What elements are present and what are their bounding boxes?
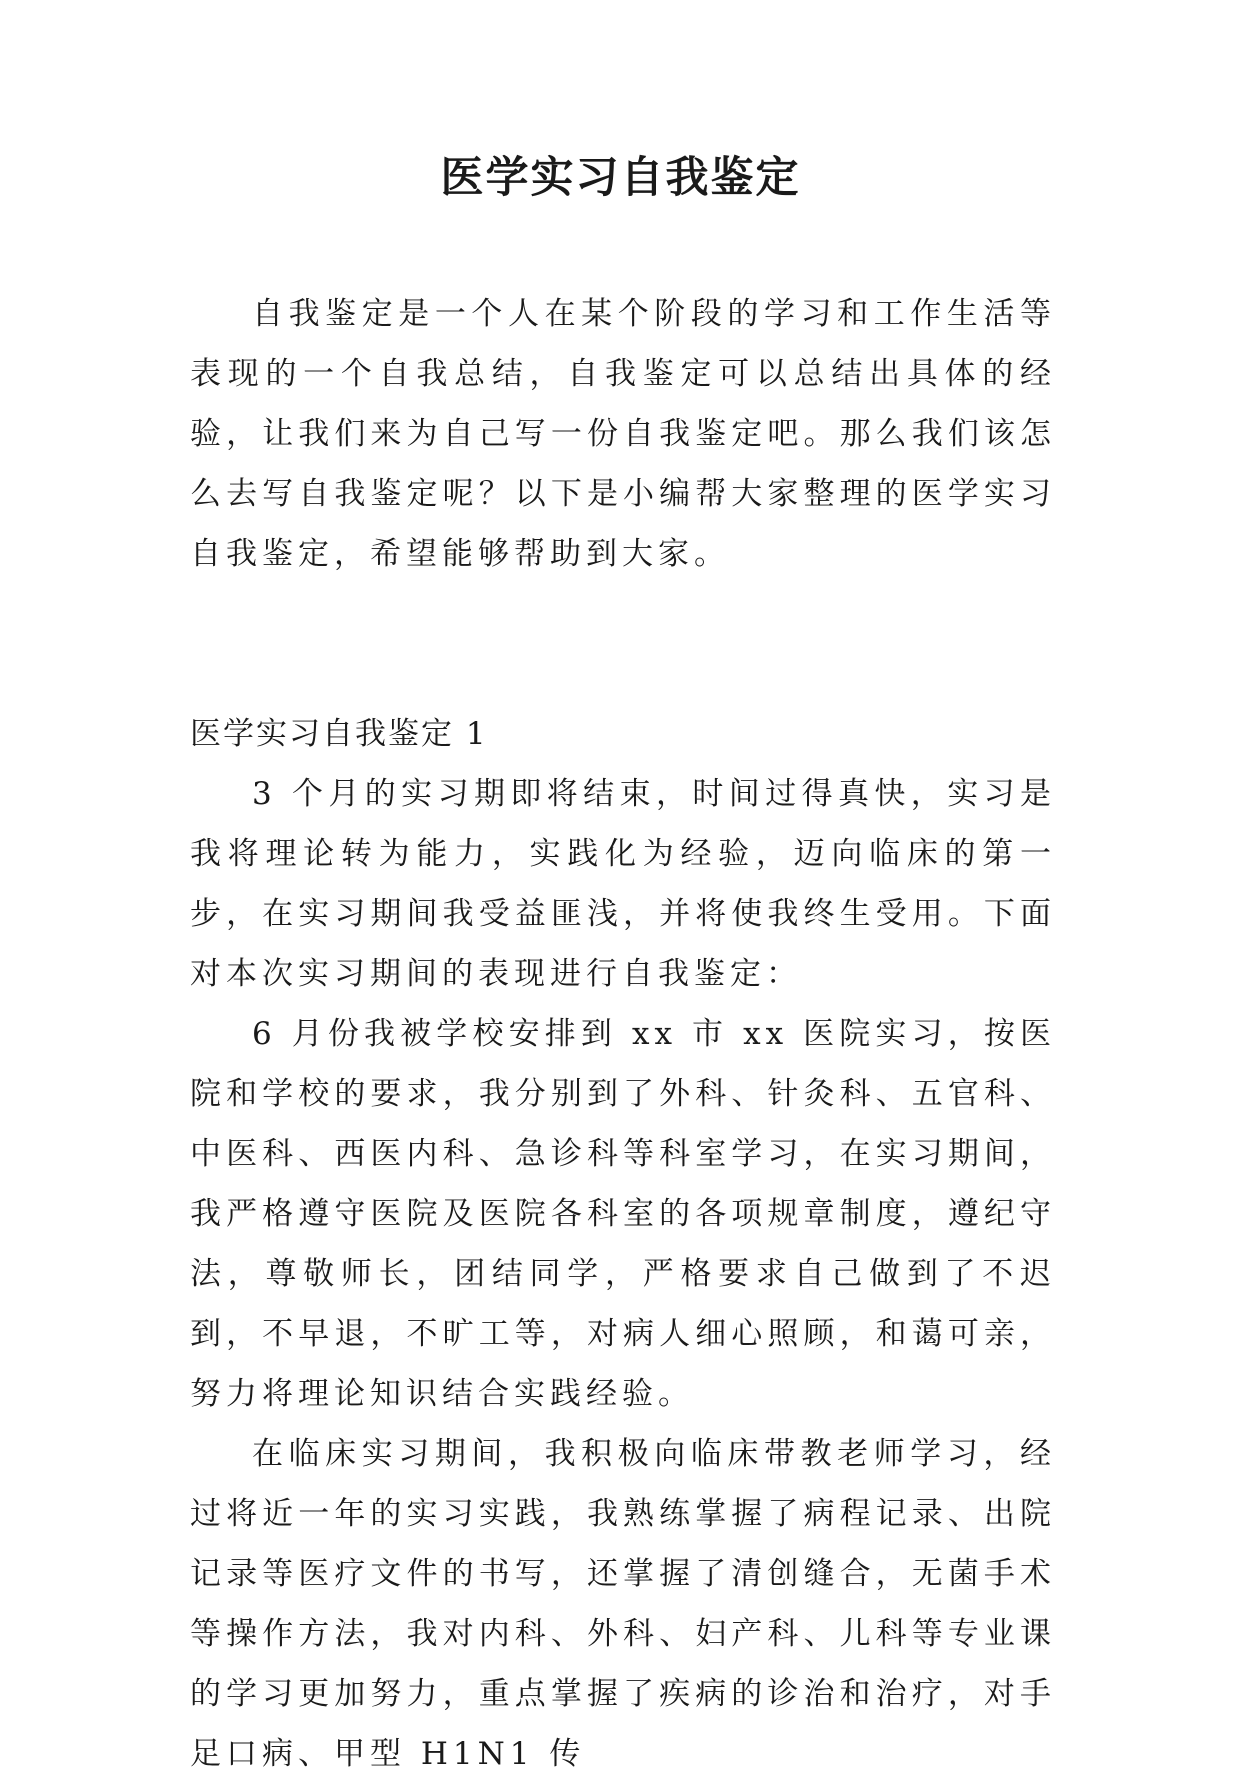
- document-body: [190, 284, 1056, 1784]
- document-title: 医学实习自我鉴定: [440, 153, 801, 203]
- body-paragraph: 在临床实习期间，我积极向临床带教老师学习，经过将近一年的实习实践，我熟练掌握了病程记录、出院记录等医疗文件的书写，还掌握了清创缝合，无菌手术等操作方法，我对内科、外科、妇产科、儿科等专业课的学习更加努力，重点掌握了疾病的诊治和治疗，对手足口病、甲型 H1N1 传: [190, 1436, 1056, 1772]
- section-heading: 医学实习自我鉴定 1: [190, 716, 488, 752]
- body-paragraph: 3 个月的实习期即将结束，时间过得真快，实习是我将理论转为能力，实践化为经验，迈向临床的第一步，在实习期间我受益匪浅，并将使我终生受用。下面对本次实习期间的表现进行自我鉴定：: [190, 776, 1056, 992]
- section-spacer: [190, 584, 1056, 704]
- intro-paragraph: 自我鉴定是一个人在某个阶段的学习和工作生活等表现的一个自我总结，自我鉴定可以总结出具体的经验，让我们来为自己写一份自我鉴定吧。那么我们该怎么去写自我鉴定呢？以下是小编帮大家整理的医学实习自我鉴定，希望能够帮助到大家。: [190, 296, 1056, 572]
- body-paragraph: 6 月份我被学校安排到 xx 市 xx 医院实习，按医院和学校的要求，我分别到了外科、针灸科、五官科、中医科、西医内科、急诊科等科室学习，在实习期间，我严格遵守医院及医院各科室的各项规章制度，遵纪守法，尊敬师长，团结同学，严格要求自己做到了不迟到，不早退，不旷工等，对病人细心照顾，和蔼可亲，努力将理论知识结合实践经验。: [190, 1016, 1056, 1412]
